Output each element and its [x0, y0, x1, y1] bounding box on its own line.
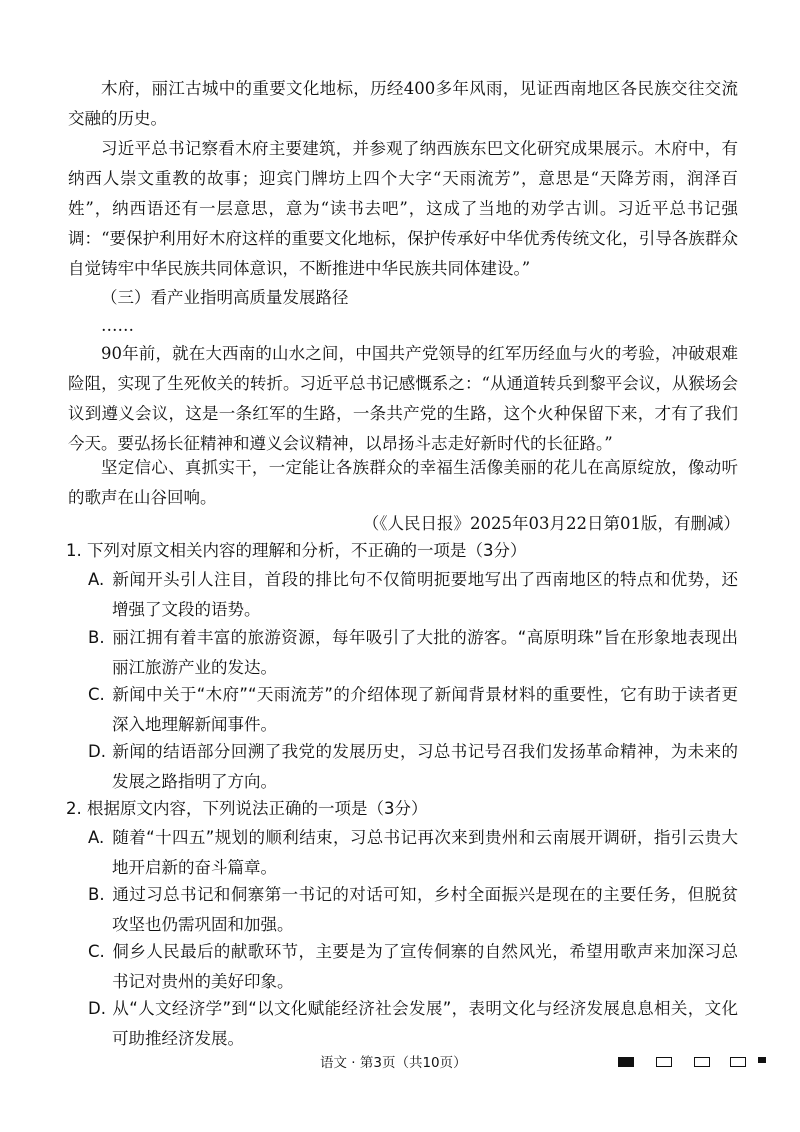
option-text: 新闻开头引人注目，首段的排比句不仅简明扼要地写出了西南地区的特点和优势，还增强了文段的语势。 — [112, 570, 738, 619]
filled-square-mark — [618, 1057, 634, 1067]
question-1-option-a[interactable] — [88, 565, 738, 624]
option-text: 从“人文经济学”到“以文化赋能经济社会发展”，表明文化与经济发展息息相关，文化可助推经济发展。 — [112, 999, 738, 1048]
hollow-square-mark — [656, 1057, 672, 1067]
question-1-option-c[interactable] — [88, 680, 738, 739]
source-citation: （《人民日报》2025年03月22日第01版，有删减） — [362, 514, 740, 533]
small-filled-mark — [758, 1057, 766, 1063]
paragraph-long-march: 90年前，就在大西南的山水之间，中国共产党领导的红军历经血与火的考验，冲破艰难险阻，实现了生死攸关的转折。习近平总书记感慨系之：“从通道转兵到黎平会议，从猴场会议到遵义会议，这是一条红军的生路，一条共产党的生路，这个火种保留下来，才有了我们今天。要弘扬长征精神和遵义会议精神，以昂扬斗志走好新时代的长征路。” — [68, 344, 738, 453]
option-letter: D. — [88, 742, 106, 761]
question-2-option-b[interactable] — [88, 880, 738, 939]
option-text: 丽江拥有着丰富的旅游资源，每年吸引了大批的游客。“高原明珠”旨在形象地表现出丽江旅游产业的发达。 — [112, 628, 738, 677]
question-1-option-b[interactable] — [88, 623, 738, 682]
question-2-stem: 2. 根据原文内容，下列说法正确的一项是（3分） — [66, 799, 428, 818]
option-letter: B. — [88, 885, 105, 904]
option-letter: C. — [88, 685, 105, 704]
option-text: 随着“十四五”规划的顺利结束，习总书记再次来到贵州和云南展开调研，指引云贵大地开启新的奋斗篇章。 — [112, 828, 738, 877]
paragraph-conclusion: 坚定信心、真抓实干，一定能让各族群众的幸福生活像美丽的花儿在高原绽放，像动听的歌声在山谷回响。 — [68, 458, 738, 507]
option-text: 侗乡人民最后的献歌环节，主要是为了宣传侗寨的自然风光，希望用歌声来加深习总书记对贵州的美好印象。 — [112, 942, 738, 991]
option-letter: B. — [88, 628, 105, 647]
question-2-option-d[interactable] — [88, 994, 738, 1053]
question-2-option-a[interactable] — [88, 823, 738, 882]
section-heading: （三）看产业指明高质量发展路径 — [101, 288, 349, 307]
option-text: 新闻的结语部分回溯了我党的发展历史，习总书记号召我们发扬革命精神，为未来的发展之路指明了方向。 — [112, 742, 738, 791]
paragraph-xi-visit: 习近平总书记察看木府主要建筑，并参观了纳西族东巴文化研究成果展示。木府中，有纳西人崇文重教的故事；迎宾门牌坊上四个大字“天雨流芳”，意思是“天降芳雨，润泽百姓”，纳西语还有一层意思，意为“读书去吧”，这成了当地的劝学古训。习近平总书记强调：“要保护利用好木府这样的重要文化地标，保护传承好中华优秀传统文化，引导各族群众自觉铸牢中华民族共同体意识，不断推进中华民族共同体建设。” — [68, 139, 738, 278]
option-text: 新闻中关于“木府”“天雨流芳”的介绍体现了新闻背景材料的重要性，它有助于读者更深入地理解新闻事件。 — [112, 685, 738, 734]
question-1-option-d[interactable] — [88, 737, 738, 796]
option-letter: C. — [88, 942, 105, 961]
ellipsis: …… — [101, 316, 134, 335]
question-1-stem: 1. 下列对原文相关内容的理解和分析，不正确的一项是（3分） — [66, 541, 527, 560]
option-letter: A. — [88, 828, 105, 847]
paragraph-mufu: 木府，丽江古城中的重要文化地标，历经400多年风雨，见证西南地区各民族交往交流交融的历史。 — [68, 79, 738, 128]
hollow-square-mark — [694, 1057, 710, 1067]
question-2-option-c[interactable] — [88, 937, 738, 996]
option-letter: A. — [88, 570, 105, 589]
option-letter: D. — [88, 999, 106, 1018]
hollow-square-mark — [730, 1057, 746, 1067]
page-footer: 语文 · 第3页（共10页） — [320, 1055, 467, 1071]
option-text: 通过习总书记和侗寨第一书记的对话可知，乡村全面振兴是现在的主要任务，但脱贫攻坚也仍需巩固和加强。 — [112, 885, 738, 934]
